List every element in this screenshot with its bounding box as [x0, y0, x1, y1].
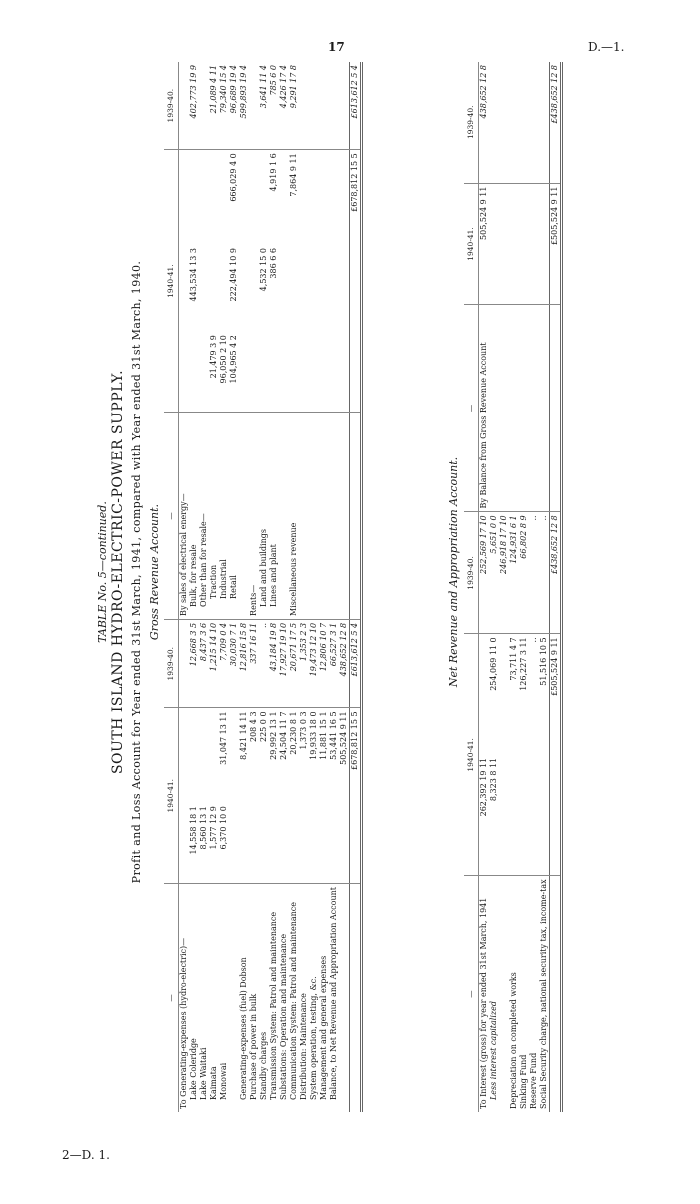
table-row: [529, 62, 539, 1112]
credit-label: Industrial: [219, 412, 229, 619]
debit-amount-1940: 66,802 8 9: [519, 512, 529, 634]
debit-amount-b: [479, 634, 490, 755]
debit-label: Kaimata: [209, 884, 219, 1112]
credit-amount-1939-40: [509, 62, 519, 183]
debit-amount-b: 19,933 18 0: [309, 708, 319, 803]
debit-label: Sinking Fund: [519, 876, 529, 1112]
credit-amount-b: [209, 245, 219, 332]
debit-label: Distribution: Maintenance: [299, 884, 309, 1112]
table-row: [199, 62, 209, 1112]
credit-amount-1940: 96,689 19 4: [229, 65, 238, 114]
debit-amount-b: 126,227 3 11: [519, 634, 529, 755]
debit-amount-b: [179, 708, 190, 803]
credit-label: [489, 305, 499, 512]
debit-amount-1940: 43,184 19 8: [269, 619, 279, 708]
footer-reference: 2—D. 1.: [62, 1148, 110, 1162]
debit-amount-1940: 12,806 10 7: [319, 619, 329, 708]
debit-amount-a: [329, 803, 339, 883]
header-1940-41-right: 1940-41.: [464, 183, 479, 305]
debit-label: Balance, to Net Revenue and Appropriation Account: [329, 884, 339, 1112]
debit-amount-b: 20,230 8 1: [289, 708, 299, 803]
table-row: [489, 62, 499, 1112]
credit-amount-b: [299, 245, 309, 332]
debit-amount-a: 1,577 12 9: [209, 806, 218, 850]
debit-label: Substations: Operation and maintenance: [279, 884, 289, 1112]
debit-amount-a: [529, 755, 539, 876]
credit-amount-1939-40: [519, 62, 529, 183]
credit-label: Other than for resale—: [199, 412, 209, 619]
header-1940-41: 1940-41.: [464, 634, 479, 876]
debit-label: Monowai: [219, 884, 229, 1112]
credit-amount-1940-41: 505,524 9 11: [479, 183, 490, 305]
credit-amount-a: [269, 332, 279, 412]
debit-amount-1940: 252,569 17 10: [479, 512, 490, 634]
table-row: [249, 62, 259, 1112]
credit-label: Lines and plant: [269, 412, 279, 619]
credit-amount-a: 96,050 2 10: [219, 335, 228, 384]
table-number: TABLE No. 5—continued.: [96, 501, 109, 643]
table-row: [299, 62, 309, 1112]
debit-amount-b: 254,069 11 0: [489, 634, 499, 755]
credit-amount-1940: 21,089 4 11: [209, 65, 218, 114]
credit-amount-1939-40: [489, 62, 499, 183]
table-row: [179, 62, 190, 1112]
credit-amount-a: [259, 332, 269, 412]
credit-amount-b: [249, 245, 259, 332]
credit-label: Bulk, for resale: [189, 412, 199, 619]
credit-amount-c: [259, 150, 269, 245]
net-revenue-table: [464, 62, 563, 1112]
debit-label: Purchase of power in bulk: [249, 884, 259, 1112]
total-a: [550, 755, 562, 876]
debit-amount-a: [339, 803, 350, 883]
credit-label: [539, 305, 550, 512]
table-row: [239, 62, 249, 1112]
credit-amount-b: [279, 245, 289, 332]
credit-amount-b: [339, 245, 350, 332]
debit-amount-1940: 246,918 17 10: [499, 512, 509, 634]
credit-amount-1940: 4,426 17 4: [279, 65, 288, 109]
credit-total-1939-40: £613,612 5 4: [350, 62, 362, 150]
credit-amount-c: 4,919 1 6: [269, 150, 279, 245]
credit-amount-c: [329, 150, 339, 245]
credit-amount-a: [189, 332, 199, 412]
debit-label: Lake Coleridge: [189, 884, 199, 1112]
debit-amount-1940: 30,030 7 1: [229, 619, 239, 708]
credit-label: Rents—: [249, 412, 259, 619]
credit-label: [239, 412, 249, 619]
gross-revenue-table: [164, 62, 363, 1112]
debit-amount-1940: ..: [259, 619, 269, 708]
table-row: [479, 62, 490, 1112]
credit-amount-c: [189, 150, 199, 245]
total-label-right: [350, 412, 362, 619]
debit-amount-1940: 8,437 3 6: [199, 619, 209, 708]
credit-label: By sales of electrical energy—: [179, 412, 190, 619]
table-row: [229, 62, 239, 1112]
credit-amount-1940-41: [499, 183, 509, 305]
credit-amount-c: [209, 150, 219, 245]
total-row: [550, 62, 562, 1112]
debit-amount-1940: 12,816 15 8: [239, 619, 249, 708]
credit-amount-b: [329, 245, 339, 332]
credit-amount-1939-40: [539, 62, 550, 183]
debit-amount-a: [249, 803, 259, 883]
debit-label: [499, 876, 509, 1112]
total-a: [350, 803, 362, 883]
credit-amount-1940: [249, 62, 259, 150]
table-row: [309, 62, 319, 1112]
credit-label: [509, 305, 519, 512]
debit-amount-a: [539, 755, 550, 876]
debit-amount-a: [319, 803, 329, 883]
credit-amount-1940: [299, 62, 309, 150]
table-row: [499, 62, 509, 1112]
credit-amount-c: [319, 150, 329, 245]
debit-amount-1940: 17,927 19 10: [279, 619, 289, 708]
total-label: [550, 876, 562, 1112]
table-row: [259, 62, 269, 1112]
credit-amount-c: [239, 150, 249, 245]
debit-amount-b: [199, 708, 209, 803]
debit-amount-1940: 1,353 2 3: [299, 619, 309, 708]
header-1939-40: 1939-40.: [464, 512, 479, 634]
credit-amount-b: [309, 245, 319, 332]
credit-amount-a: [299, 332, 309, 412]
debit-label: [229, 884, 239, 1112]
table-row: [339, 62, 350, 1112]
debit-amount-a: [309, 803, 319, 883]
debit-amount-1940: 337 16 11: [249, 619, 259, 708]
debit-amount-b: 29,992 13 1: [269, 708, 279, 803]
table-row: [279, 62, 289, 1112]
net-section-heading: Net Revenue and Appropriation Account.: [447, 456, 460, 688]
debit-amount-a: 262,392 19 11: [479, 757, 488, 817]
gross-header-row: [164, 62, 179, 1112]
credit-amount-1940: [179, 62, 190, 150]
credit-amount-b: [319, 245, 329, 332]
credit-amount-1940: [199, 62, 209, 150]
debit-amount-b: 11,881 15 1: [319, 708, 329, 803]
credit-amount-b: 443,534 13 3: [189, 248, 198, 302]
credit-amount-1940-41: [539, 183, 550, 305]
credit-total-1940-41: £505,524 9 11: [550, 183, 562, 305]
debit-amount-1940: 124,931 6 1: [509, 512, 519, 634]
debit-amount-a: 8,323 8 11: [489, 757, 498, 802]
debit-amount-b: 505,524 9 11: [339, 708, 350, 803]
table-row: [209, 62, 219, 1112]
debit-label: Depreciation on completed works: [509, 876, 519, 1112]
credit-label: Traction: [209, 412, 219, 619]
debit-amount-a: [239, 803, 249, 883]
debit-amount-a: [509, 755, 519, 876]
debit-amount-1940: 7,709 0 4: [219, 619, 229, 708]
debit-label: Lake Waitaki: [199, 884, 209, 1112]
debit-amount-1940: 438,652 12 8: [339, 619, 350, 708]
credit-amount-a: 104,965 4 2: [229, 335, 238, 384]
credit-amount-a: [289, 332, 299, 412]
credit-amount-1939-40: 438,652 12 8: [479, 65, 488, 119]
debit-amount-a: [269, 803, 279, 883]
credit-label: [299, 412, 309, 619]
credit-amount-a: [339, 332, 350, 412]
credit-amount-a: [249, 332, 259, 412]
table-row: [539, 62, 550, 1112]
debit-amount-b: 8,421 14 11: [239, 708, 249, 803]
credit-amount-1940: 9,291 17 8: [289, 65, 298, 109]
debit-amount-a: [289, 803, 299, 883]
credit-amount-a: [199, 332, 209, 412]
debit-amount-1940: 5,651 0 0: [489, 512, 499, 634]
header-dash: —: [464, 876, 479, 1112]
debit-amount-a: 14,558 18 1: [189, 806, 198, 855]
table-row: [519, 62, 529, 1112]
credit-amount-c: [249, 150, 259, 245]
credit-amount-c: [179, 150, 190, 245]
debit-amount-b: 31,047 13 11: [219, 708, 229, 803]
credit-amount-1940-41: [529, 183, 539, 305]
debit-amount-b: 225 0 0: [259, 708, 269, 803]
debit-amount-a: [499, 755, 509, 876]
credit-label: [329, 412, 339, 619]
debit-total-1940-41: £678,812 15 5: [350, 708, 362, 803]
header-1939-40-right: 1939-40.: [464, 62, 479, 183]
table-row: [329, 62, 339, 1112]
debit-amount-1940: ..: [529, 512, 539, 634]
credit-amount-1940: 79,340 15 4: [219, 65, 228, 114]
credit-amount-1940: [319, 62, 329, 150]
debit-amount-a: [229, 803, 239, 883]
debit-amount-1940: ..: [539, 512, 550, 634]
credit-amount-c: [279, 150, 289, 245]
debit-amount-b: 73,711 4 7: [509, 634, 519, 755]
debit-amount-b: 51,516 10 5: [539, 634, 550, 755]
debit-label: Management and general expenses: [319, 884, 329, 1112]
credit-amount-a: [179, 332, 190, 412]
table-row: [319, 62, 329, 1112]
table-row: [269, 62, 279, 1112]
credit-total-1939-40: £438,652 12 8: [550, 62, 562, 183]
credit-amount-a: [329, 332, 339, 412]
debit-amount-a: [519, 755, 529, 876]
credit-amount-b: 222,494 10 9: [229, 248, 238, 302]
credit-label: Land and buildings: [259, 412, 269, 619]
credit-label: Retail: [229, 412, 239, 619]
total-cb: [350, 245, 362, 332]
debit-amount-a: [259, 803, 269, 883]
credit-amount-a: [279, 332, 289, 412]
credit-amount-1940: 785 6 0: [269, 65, 278, 96]
debit-amount-b: 24,504 11 7: [279, 708, 289, 803]
debit-label: To Interest (gross) for year ended 31st March, 1941: [479, 876, 490, 1112]
debit-total-1940-41: £505,524 9 11: [550, 634, 562, 755]
total-ca: [350, 332, 362, 412]
debit-amount-a: [279, 803, 289, 883]
credit-label: [279, 412, 289, 619]
debit-amount-b: [229, 708, 239, 803]
debit-amount-b: [499, 634, 509, 755]
credit-amount-1940: [329, 62, 339, 150]
header-1939-40: 1939-40.: [164, 619, 179, 708]
debit-amount-a: 6,370 10 0: [219, 806, 228, 850]
debit-amount-1940: 1,215 14 10: [209, 619, 219, 708]
credit-amount-c: [309, 150, 319, 245]
credit-amount-b: [239, 245, 249, 332]
credit-label: [529, 305, 539, 512]
debit-amount-1940: 20,671 17 5: [289, 619, 299, 708]
credit-amount-1940-41: [519, 183, 529, 305]
credit-amount-1940-41: [489, 183, 499, 305]
debit-amount-a: [179, 803, 190, 883]
page-reference: D.—1.: [588, 40, 625, 54]
credit-amount-a: [309, 332, 319, 412]
credit-amount-b: [289, 245, 299, 332]
header-dash-right: —: [464, 305, 479, 512]
credit-amount-c: 7,864 9 11: [289, 150, 299, 245]
credit-amount-1940: [339, 62, 350, 150]
credit-label: [339, 412, 350, 619]
credit-amount-c: [299, 150, 309, 245]
credit-amount-c: [219, 150, 229, 245]
credit-amount-c: 666,029 4 0: [229, 150, 239, 245]
debit-amount-b: 53,441 16 5: [329, 708, 339, 803]
credit-total-1940-41: £678,812 15 5: [350, 150, 362, 245]
credit-amount-b: [199, 245, 209, 332]
credit-amount-1939-40: [499, 62, 509, 183]
credit-amount-1939-40: [529, 62, 539, 183]
credit-amount-b: 386 6 6: [269, 248, 278, 279]
table-row: [289, 62, 299, 1112]
debit-amount-b: [189, 708, 199, 803]
credit-amount-b: [219, 245, 229, 332]
credit-label: [309, 412, 319, 619]
credit-label: [519, 305, 529, 512]
table-row: [509, 62, 519, 1112]
credit-label: [499, 305, 509, 512]
debit-amount-1940: 12,668 3 5: [189, 619, 199, 708]
page-number: 17: [328, 40, 345, 54]
debit-label: Reserve Fund: [529, 876, 539, 1112]
credit-label: Miscellaneous revenue: [289, 412, 299, 619]
net-header-row: [464, 62, 479, 1112]
credit-amount-c: [339, 150, 350, 245]
header-1940-41-right: 1940-41.: [164, 150, 179, 413]
debit-total-1939-40: £438,652 12 8: [550, 512, 562, 634]
header-dash: —: [164, 884, 179, 1112]
table-row: [189, 62, 199, 1112]
credit-amount-1940: [309, 62, 319, 150]
credit-amount-1940: 599,893 19 4: [239, 65, 248, 119]
debit-amount-b: [209, 708, 219, 803]
debit-label: To Generating-expenses (hydro-electric)—: [179, 884, 190, 1112]
debit-label: [339, 884, 350, 1112]
debit-label: System operation, testing, &c.: [309, 884, 319, 1112]
debit-amount-1940: 66,527 3 1: [329, 619, 339, 708]
credit-amount-1940: 402,773 19 9: [189, 65, 198, 119]
credit-amount-a: [319, 332, 329, 412]
table-row: [219, 62, 229, 1112]
debit-label: Communication System: Patrol and maintenance: [289, 884, 299, 1112]
credit-amount-1940-41: [509, 183, 519, 305]
credit-amount-a: [239, 332, 249, 412]
debit-amount-b: 1,373 0 3: [299, 708, 309, 803]
total-row: [350, 62, 362, 1112]
gross-section-heading: Gross Revenue Account.: [148, 503, 161, 641]
debit-label: Standby charges: [259, 884, 269, 1112]
header-1940-41: 1940-41.: [164, 708, 179, 884]
credit-amount-1940: 3,641 11 4: [259, 65, 268, 109]
debit-label: Generating-expenses (fuel) Dobson: [239, 884, 249, 1112]
credit-amount-c: [199, 150, 209, 245]
credit-label: [319, 412, 329, 619]
credit-label: By Balance from Gross Revenue Account: [479, 305, 490, 512]
debit-amount-b: ..: [529, 634, 539, 755]
debit-label: Social Security charge, national security tax, income-tax: [539, 876, 550, 1112]
debit-amount-b: 208 4 3: [249, 708, 259, 803]
total-label: [350, 884, 362, 1112]
header-dash-right: —: [164, 412, 179, 619]
debit-label: Less interest capitalized: [489, 876, 499, 1112]
debit-amount-1940: 19,473 12 10: [309, 619, 319, 708]
header-1939-40-right: 1939-40.: [164, 62, 179, 150]
credit-amount-b: [179, 245, 190, 332]
rotated-table-page: [84, 22, 634, 1122]
debit-total-1939-40: £613,612 5 4: [350, 619, 362, 708]
credit-amount-a: 21,479 3 9: [209, 335, 218, 379]
total-label-right: [550, 305, 562, 512]
table-subtitle: Profit and Loss Account for Year ended 31st March, 1941, compared with Year ended 31st March, 1940.: [130, 260, 143, 884]
debit-label: Transmission System: Patrol and maintenance: [269, 884, 279, 1112]
credit-amount-b: 4,532 15 0: [259, 248, 268, 292]
debit-amount-1940: [179, 619, 190, 708]
debit-amount-a: 8,560 13 1: [199, 806, 208, 850]
debit-amount-a: [299, 803, 309, 883]
table-title: SOUTH ISLAND HYDRO-ELECTRIC-POWER SUPPLY.: [110, 369, 126, 775]
